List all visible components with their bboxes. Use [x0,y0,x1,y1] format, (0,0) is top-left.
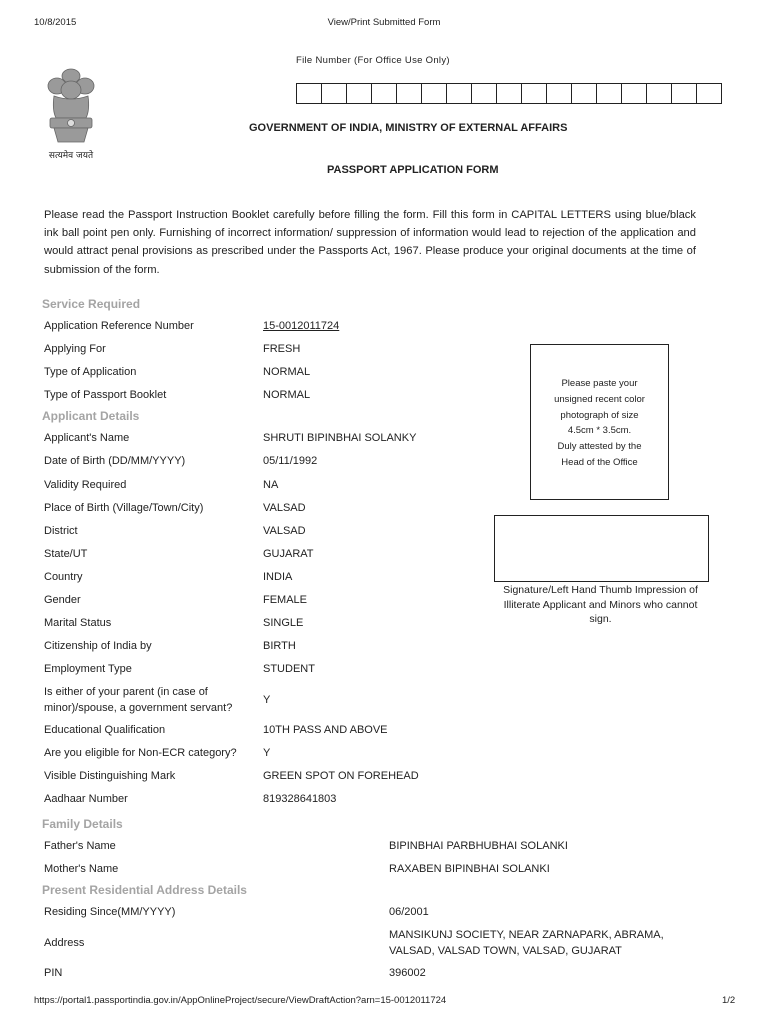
service-value: FRESH [263,343,301,355]
section-family-details: Family Details [42,817,123,831]
address-value: 396002 [389,967,426,979]
applicant-label-line: Is either of your parent (in case of [44,686,208,698]
applicant-value: Y [263,694,271,706]
file-number-cell [672,84,697,103]
applicant-value: FEMALE [263,594,308,606]
file-number-cell [597,84,622,103]
applicant-value: Y [263,747,271,759]
file-number-cell [572,84,597,103]
service-label: Type of Passport Booklet [44,389,167,401]
applicant-label: Educational Qualification [44,724,166,736]
file-number-cell [622,84,647,103]
applicant-label: Validity Required [44,479,127,491]
file-number-cell [522,84,547,103]
applicant-value: INDIA [263,571,293,583]
applicant-value: GREEN SPOT ON FOREHEAD [263,770,419,782]
application-reference-link[interactable]: 15-0012011724 [263,320,340,332]
signature-box [494,515,709,582]
applicant-label: Gender [44,594,81,606]
applicant-label: District [44,525,78,537]
form-title: PASSPORT APPLICATION FORM [327,164,499,176]
applicant-label: State/UT [44,548,88,560]
photo-instructions [531,376,668,471]
family-value: BIPINBHAI PARBHUBHAI SOLANKI [389,840,568,852]
service-label: Type of Application [44,366,137,378]
page-number: 1/2 [722,995,736,1006]
applicant-value: 05/11/1992 [263,455,318,467]
applicant-label: Place of Birth (Village/Town/City) [44,502,204,514]
file-number-cell [422,84,447,103]
applicant-value: SINGLE [263,617,304,629]
address-value: 06/2001 [389,906,429,918]
service-label: Application Reference Number [44,320,194,332]
family-label: Mother's Name [44,863,119,875]
file-number-cell [397,84,422,103]
applicant-label: Aadhaar Number [44,793,128,805]
print-date: 10/8/2015 [34,17,77,28]
file-number-cell [547,84,572,103]
applicant-value: SHRUTI BIPINBHAI SOLANKY [263,432,417,444]
applicant-label: Applicant's Name [44,432,130,444]
section-address-details: Present Residential Address Details [42,883,247,897]
section-applicant-details: Applicant Details [42,409,140,423]
address-label: Residing Since(MM/YYYY) [44,906,176,918]
emblem-motto: सत्यमेव जयते [48,151,94,161]
photo-instruction-line: photograph of size [560,409,639,421]
photo-instruction-line: unsigned recent color [554,393,645,405]
file-number-cell [347,84,372,103]
photo-instruction-line: Duly attested by the [557,441,642,453]
instructions-paragraph: Please read the Passport Instruction Booklet carefully before filling the form. Fill this form in CAPITAL LETTERS using blue/black ink ball point pen only. Furnishing of incorrect information/ suppression of information would lead to rejection of the application and would attract penal provisions as prescribed under the Passports Act, 1967. Please produce your original documents at the time of submission of the form. [44,209,696,276]
applicant-label: Marital Status [44,617,112,629]
applicant-label: Employment Type [44,663,132,675]
file-number-boxes [296,83,722,104]
ministry-heading: GOVERNMENT OF INDIA, MINISTRY OF EXTERNAL AFFAIRS [249,122,568,134]
signature-caption: Signature/Left Hand Thumb Impression of Illiterate Applicant and Minors who cannot sign. [503,584,698,625]
photo-instruction-line: Please paste your [561,378,638,389]
applicant-label-line: minor)/spouse, a government servant? [44,702,233,714]
applicant-label: Date of Birth (DD/MM/YYYY) [44,455,186,467]
file-number-cell [647,84,672,103]
applicant-value: NA [263,479,279,491]
address-label: Address [44,937,85,949]
photo-instruction-line: 4.5cm * 3.5cm. [567,425,632,437]
address-value-line: VALSAD, VALSAD TOWN, VALSAD, GUJARAT [389,945,622,957]
applicant-value: 819328641803 [263,793,337,805]
applicant-value: STUDENT [263,663,315,675]
applicant-label: Visible Distinguishing Mark [44,770,176,782]
applicant-value: BIRTH [263,640,296,652]
applicant-label: Citizenship of India by [44,640,152,652]
applicant-value: GUJARAT [263,548,314,560]
photo-instruction-line: Head of the Office [561,456,638,468]
applicant-label: Country [44,571,83,583]
file-number-cell [497,84,522,103]
family-value: RAXABEN BIPINBHAI SOLANKI [389,863,550,875]
section-service-required: Service Required [42,297,141,311]
print-title: View/Print Submitted Form [327,17,441,28]
photo-box [530,344,669,500]
service-value: NORMAL [263,389,311,401]
file-number-label: File Number (For Office Use Only) [296,55,450,66]
address-label: PIN [44,967,63,979]
file-number-cell [322,84,347,103]
applicant-value: VALSAD [263,525,306,537]
service-value: NORMAL [263,366,311,378]
address-value-line: MANSIKUNJ SOCIETY, NEAR ZARNAPARK, ABRAMA, [389,929,664,941]
service-label: Applying For [44,343,106,355]
file-number-cell [697,84,721,103]
file-number-cell [297,84,322,103]
applicant-value: 10TH PASS AND ABOVE [263,724,388,736]
footer-url[interactable]: https://portal1.passportindia.gov.in/AppOnlineProject/secure/ViewDraftAction?arn=15-0012011724 [34,995,447,1006]
file-number-cell [472,84,497,103]
file-number-cell [372,84,397,103]
file-number-cell [447,84,472,103]
applicant-value: VALSAD [263,502,306,514]
family-label: Father's Name [44,840,116,852]
applicant-label: Are you eligible for Non-ECR category? [44,747,237,759]
